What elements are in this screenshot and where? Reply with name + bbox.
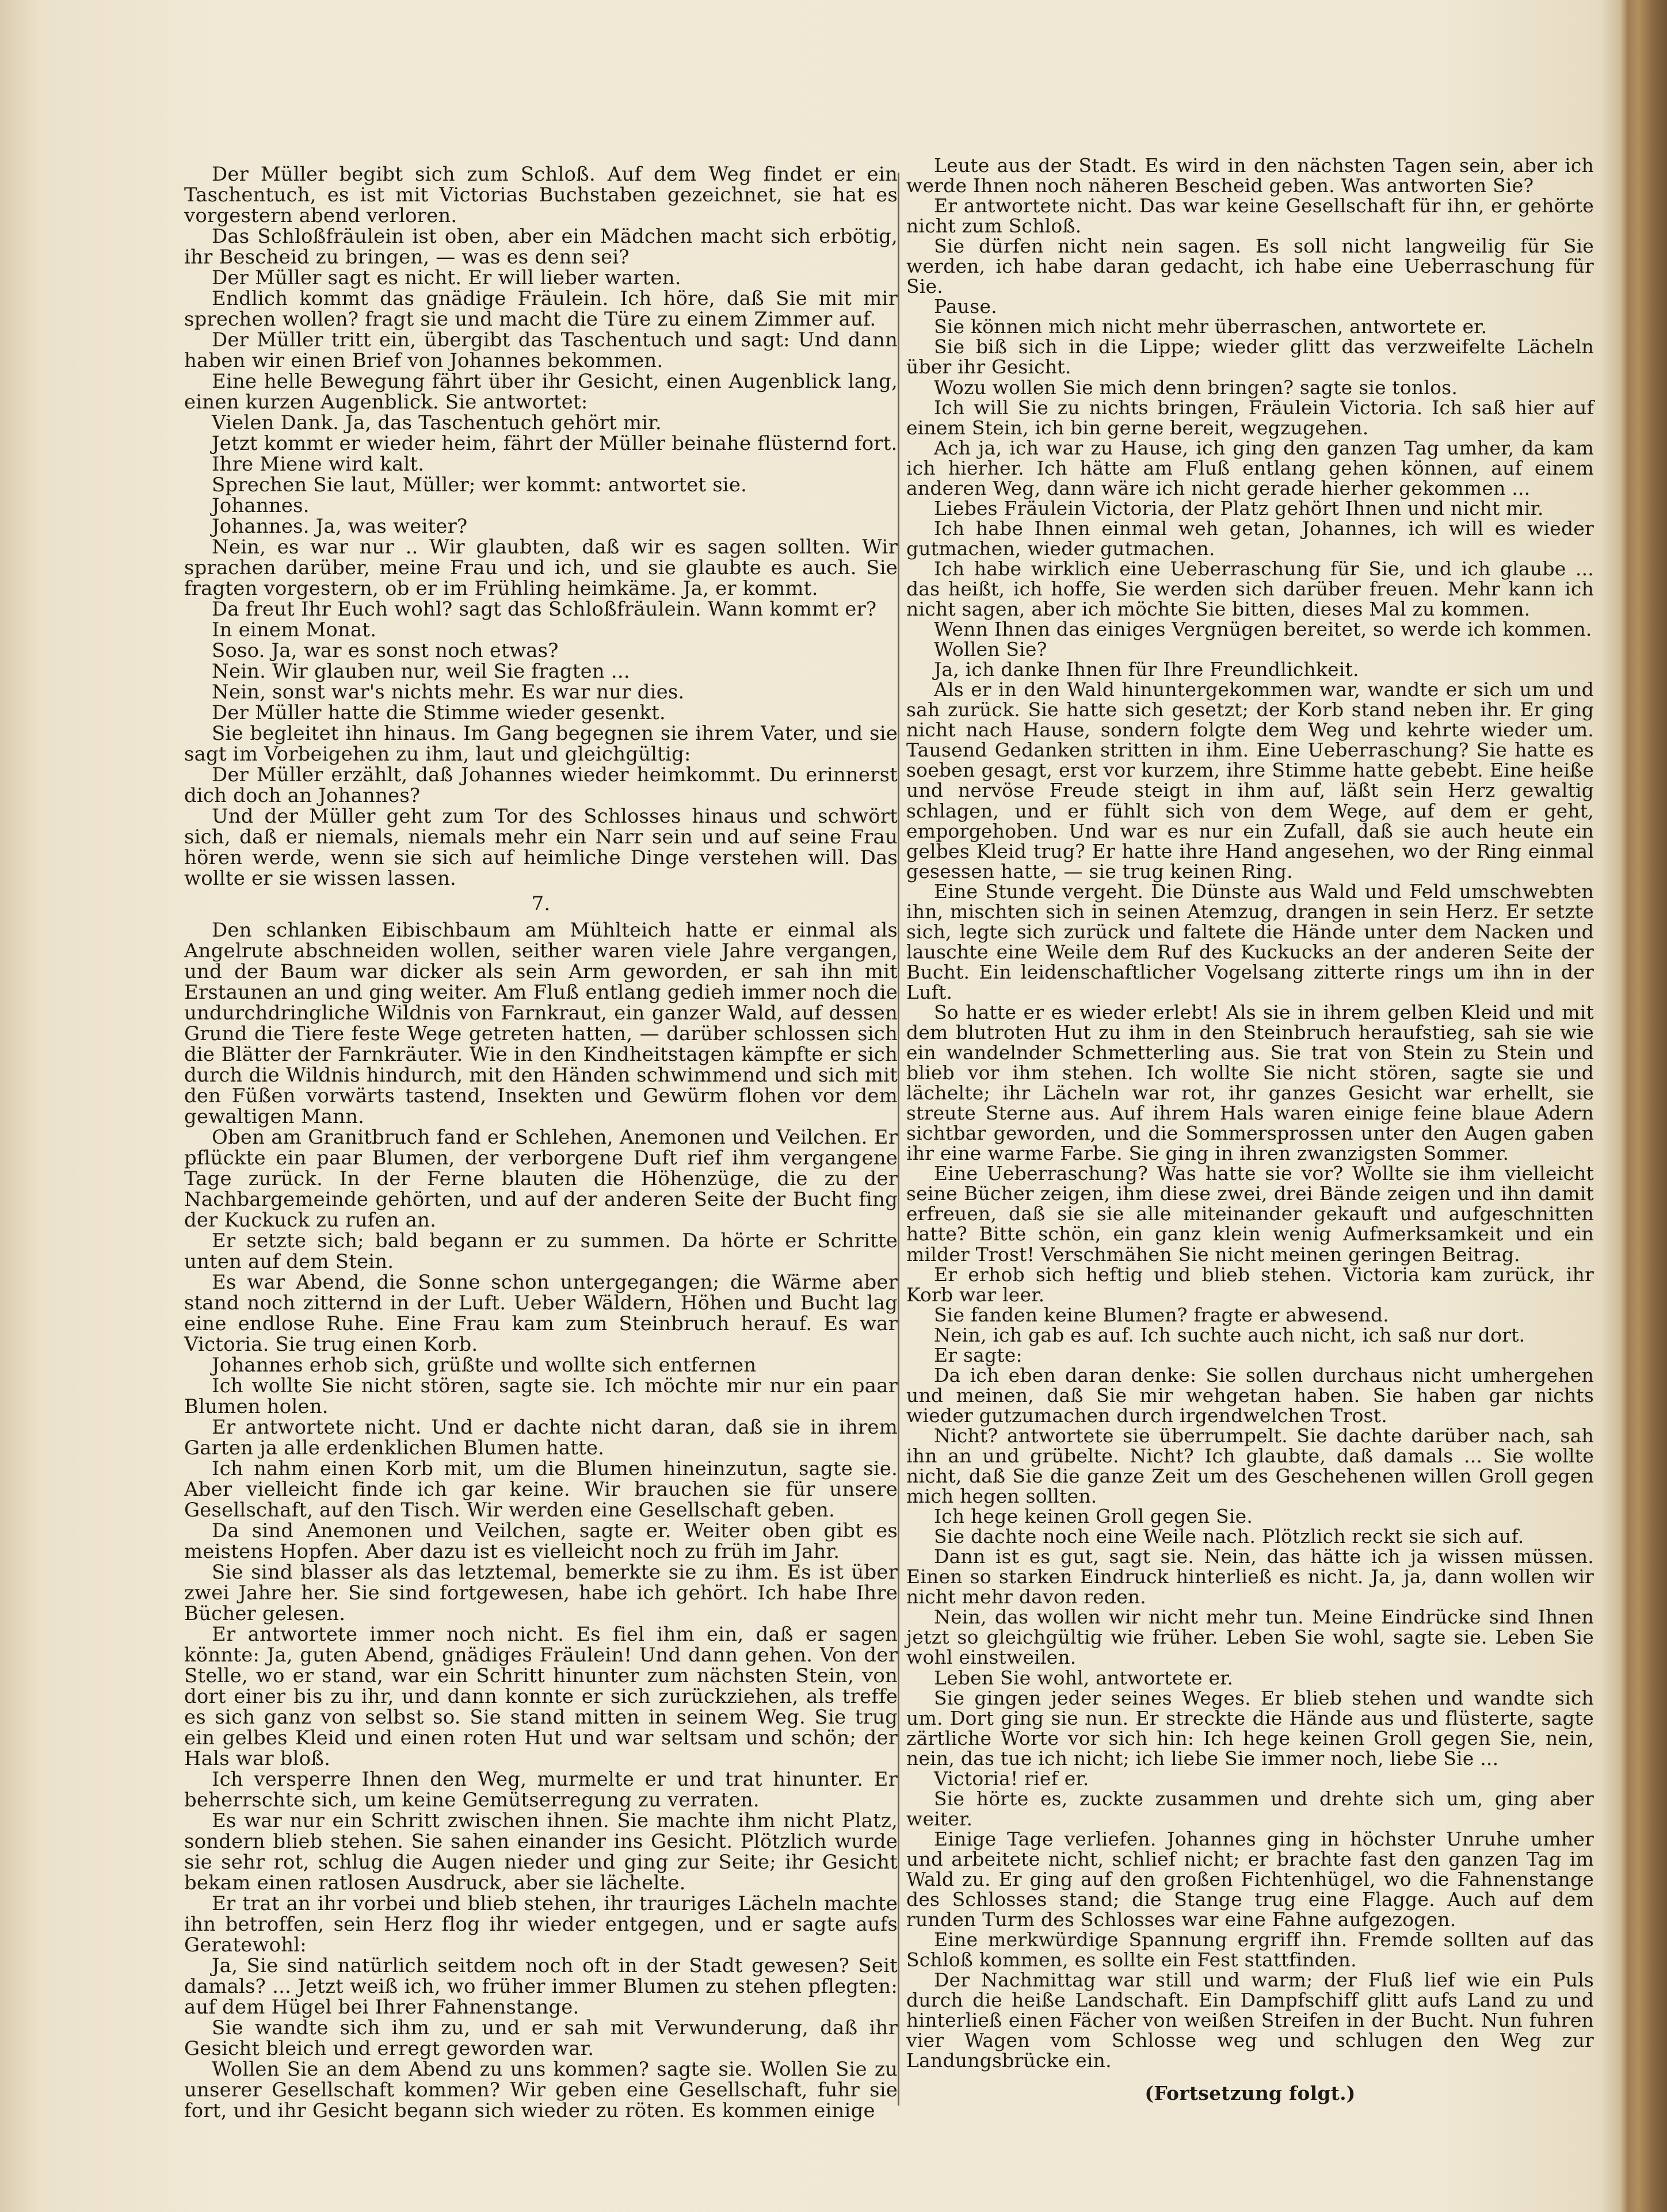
- paragraph: Sie dachte noch eine Weile nach. Plötzlich reckt sie sich auf.: [934, 1525, 1524, 1548]
- continuation-note: (Fortsetzung folgt.): [1145, 2082, 1356, 2105]
- paragraph: Ihre Miene wird kalt.: [212, 453, 425, 475]
- paragraph: Der Müller begibt sich zum Schloß. Auf dem Weg findet er ein Taschentuch, es ist mit Victorias Buchstaben gezeichnet, sie hat es vorgestern abend verloren.: [184, 163, 898, 227]
- paragraph: Sprechen Sie laut, Müller; wer kommt: antwortet sie.: [212, 473, 747, 496]
- paragraph: Der Müller tritt ein, übergibt das Taschentuch und sagt: Und dann haben wir einen Brief von Johannes bekommen.: [184, 328, 898, 372]
- paragraph: Endlich kommt das gnädige Fräulein. Ich höre, daß Sie mit mir sprechen wollen? fragt sie und macht die Türe zu einem Zimmer auf.: [184, 287, 898, 330]
- paragraph: Ich nahm einen Korb mit, um die Blumen hineinzutun, sagte sie. Aber vielleicht finde ich gar keine. Wir brauchen sie für unsere Gesellschaft, auf den Tisch. Wir werden eine Gesellschaft geben.: [184, 1457, 898, 1521]
- paragraph: Er erhob sich heftig und blieb stehen. Victoria kam zurück, ihr Korb war leer.: [906, 1263, 1594, 1306]
- paragraph: Ja, ich danke Ihnen für Ihre Freundlichkeit.: [934, 658, 1359, 681]
- paragraph: Er trat an ihr vorbei und blieb stehen, ihr trauriges Lächeln machte ihn betroffen, sein Herz flog ihr wieder entgegen, und er sagte aufs Geratewohl:: [184, 1892, 898, 1956]
- paragraph: Soso. Ja, war es sonst noch etwas?: [212, 639, 559, 662]
- paragraph: Ich habe Ihnen einmal weh getan, Johannes, ich will es wieder gutmachen, wieder gutmachen.: [906, 517, 1594, 560]
- paragraph: Sie gingen jeder seines Weges. Er blieb stehen und wandte sich um. Dort ging sie nun. Er streckte die Hände aus und flüsterte, sagte zärtliche Worte vor sich hin: Ich hege keinen Groll gegen Sie, nein, nein, das tue ich nicht; ich liebe Sie immer noch, liebe Sie ...: [906, 1686, 1594, 1770]
- paragraph: Victoria! rief er.: [934, 1767, 1089, 1790]
- paragraph: Er sagte:: [934, 1343, 1023, 1366]
- paragraph: Ach ja, ich war zu Hause, ich ging den ganzen Tag umher, da kam ich hierher. Ich hätte am Fluß entlang gehen können, auf einem anderen Weg, dann wäre ich nicht gerade hierher gekommen ...: [906, 436, 1594, 499]
- paragraph: Es war nur ein Schritt zwischen ihnen. Sie machte ihm nicht Platz, sondern blieb stehen. Sie sahen einander ins Gesicht. Plötzlich wurde sie sehr rot, schlug die Augen nieder und ging zur Seite; ihr Gesicht bekam einen ratlosen Ausdruck, aber sie lächelte.: [184, 1809, 898, 1894]
- paragraph: Sie hörte es, zuckte zusammen und drehte sich um, ging aber weiter.: [906, 1787, 1594, 1830]
- paragraph: Einige Tage verliefen. Johannes ging in höchster Unruhe umher und arbeitete nicht, schlief nicht; er brachte fast den ganzen Tag im Wald zu. Er ging auf den großen Fichtenhügel, wo die Fahnenstange des Schlosses stand; die Stange trug eine Flagge. Auch auf dem runden Turm des Schlosses war eine Fahne aufgezogen.: [906, 1827, 1594, 1931]
- paragraph: In einem Monat.: [212, 618, 377, 641]
- paragraph: Jetzt kommt er wieder heim, fährt der Müller beinahe flüsternd fort.: [212, 432, 898, 454]
- paragraph: Ich wollte Sie nicht stören, sagte sie. Ich möchte mir nur ein paar Blumen holen.: [184, 1374, 898, 1418]
- paragraph: Er antwortete nicht. Und er dachte nicht daran, daß sie in ihrem Garten ja alle erdenklichen Blumen hatte.: [184, 1416, 898, 1459]
- page-edge: [1619, 0, 1627, 2212]
- paragraph: Ja, Sie sind natürlich seitdem noch oft in der Stadt gewesen? Seit damals? ... Jetzt weiß ich, wo früher immer Blumen zu stehen pflegten: auf dem Hügel bei Ihrer Fahnenstange.: [184, 1954, 898, 2018]
- paragraph: Nicht? antwortete sie überrumpelt. Sie dachte darüber nach, sah ihn an und grübelte. Nicht? Ich glaubte, daß damals ... Sie wollte nicht, daß Sie die ganze Zeit um des Geschehenen willen Groll gegen mich hegen sollten.: [906, 1424, 1594, 1508]
- paragraph: Nein. Wir glauben nur, weil Sie fragten ...: [212, 660, 630, 682]
- paragraph: Wozu wollen Sie mich denn bringen? sagte sie tonlos.: [934, 376, 1458, 399]
- paragraph: Leute aus der Stadt. Es wird in den nächsten Tagen sein, aber ich werde Ihnen noch näheren Bescheid geben. Was antworten Sie?: [906, 154, 1594, 197]
- paragraph: Sie dürfen nicht nein sagen. Es soll nicht langweilig für Sie werden, ich habe daran gedacht, ich habe eine Ueberraschung für Sie.: [906, 235, 1594, 298]
- paragraph: Oben am Granitbruch fand er Schlehen, Anemonen und Veilchen. Er pflückte ein paar Blumen, der verborgene Duft rief ihm vergangene Tage zurück. In der Ferne blauten die Höhenzüge, die zu der Nachbargemeinde gehörten, und auf der anderen Seite der Bucht fing der Kuckuck zu rufen an.: [184, 1126, 898, 1231]
- paragraph: Der Müller hatte die Stimme wieder gesenkt.: [212, 701, 666, 724]
- left-paragraphs-after: [184, 920, 898, 2121]
- paragraph: Johannes erhob sich, grüßte und wollte sich entfernen: [212, 1354, 757, 1376]
- paragraph: Da ich eben daran denke: Sie sollen durchaus nicht umhergehen und meinen, daß Sie mir wehgetan haben. Sie haben gar nichts wieder gutzumachen durch irgendwelchen Trost.: [906, 1363, 1594, 1427]
- paragraph: Eine Stunde vergeht. Die Dünste aus Wald und Feld umschwebten ihn, mischten sich in seinen Atemzug, drangen in sein Herz. Er setzte sich, legte sich zurück und faltete die Hände unter dem Nacken und lauschte eine Weile dem Ruf des Kuckucks an der anderen Seite der Bucht. Ein leidenschaftlicher Vogelsang zitterte rings um ihn in der Luft.: [906, 880, 1594, 1003]
- paragraph: Den schlanken Eibischbaum am Mühlteich hatte er einmal als Angelrute abschneiden wollen, seither waren viele Jahre vergangen, und der Baum war dicker als sein Arm geworden, er sah ihn mit Erstaunen an und ging weiter. Am Fluß entlang gedieh immer noch die undurchdringliche Wildnis von Farnkraut, ein ganzer Wald, auf dessen Grund die Tiere feste Wege getreten hatten, — darüber schlossen sich die Blätter der Farnkräuter. Wie in den Kindheitstagen kämpfte er sich durch die Wildnis hindurch, mit den Händen schwimmend und sich mit den Füßen vorwärts tastend, Insekten und Gewürm flohen vor dem gewaltigen Mann.: [184, 919, 898, 1128]
- paragraph: Und der Müller geht zum Tor des Schlosses hinaus und schwört sich, daß er niemals, niemals mehr ein Narr sein und auf seine Frau hören werde, wenn sie sich auf heimliche Dinge verstehen will. Das wollte er sie wissen lassen.: [184, 805, 898, 889]
- paragraph: Der Müller sagt es nicht. Er will lieber warten.: [212, 266, 681, 289]
- paragraph: Ich habe wirklich eine Ueberraschung für Sie, und ich glaube ... das heißt, ich hoffe, Sie werden sich darüber freuen. Mehr kann ich nicht sagen, aber ich möchte Sie bitten, dieses Mal zu kommen.: [906, 557, 1594, 621]
- paragraph: Da sind Anemonen und Veilchen, sagte er. Weiter oben gibt es meistens Hopfen. Aber dazu ist es vielleicht noch zu früh im Jahr.: [184, 1519, 898, 1562]
- paragraph: So hatte er es wieder erlebt! Als sie in ihrem gelben Kleid und mit dem blutroten Hut zu ihm in den Steinbruch heraufstieg, sah sie wie ein wandelnder Schmetterling aus. Sie trat von Stein zu Stein und blieb vor ihm stehen. Ich wollte Sie nicht stören, sagte sie und lächelte; ihr Lächeln war rot, ihr ganzes Gesicht war erhellt, sie streute Sterne aus. Auf ihrem Hals waren einige feine blaue Adern sichtbar geworden, und die Sommersprossen unter den Augen gaben ihr eine warme Farbe. Sie ging in ihren zwanzigsten Sommer.: [906, 1000, 1594, 1165]
- paragraph: Eine merkwürdige Spannung ergriff ihn. Fremde sollten auf das Schloß kommen, es sollte ein Fest stattfinden.: [906, 1928, 1594, 1972]
- paragraph: Nein, das wollen wir nicht mehr tun. Meine Eindrücke sind Ihnen jetzt so gleichgültig wie früher. Leben Sie wohl, sagte sie. Leben Sie wohl einstweilen.: [906, 1606, 1594, 1669]
- paragraph: Wollen Sie an dem Abend zu uns kommen? sagte sie. Wollen Sie zu unserer Gesellschaft kommen? Wir geben eine Gesellschaft, fuhr sie fort, und ihr Gesicht begann sich wieder zu röten. Es kommen einige: [184, 2058, 898, 2122]
- paragraph: Eine Ueberraschung? Was hatte sie vor? Wollte sie ihm vielleicht seine Bücher zeigen, ihm diese zwei, drei Bände zeigen und ihn damit erfreuen, daß sie sie alle miteinander gekauft und aufgeschnitten hatte? Bitte schön, ein ganz klein wenig Aufmerksamkeit und ein milder Trost! Verschmähen Sie nicht meinen geringen Beitrag.: [906, 1162, 1594, 1266]
- paragraph: Ich hege keinen Groll gegen Sie.: [934, 1505, 1253, 1528]
- paragraph: Nein, es war nur .. Wir glaubten, daß wir es sagen sollten. Wir sprachen darüber, meine Frau und ich, und sie glaubte es auch. Sie fragten vorgestern, ob er im Frühling heimkäme. Ja, er kommt.: [184, 536, 898, 599]
- left-paragraphs-before: [184, 164, 898, 889]
- right-column: [906, 155, 1594, 2104]
- paragraph: Wenn Ihnen das einiges Vergnügen bereitet, so werde ich kommen.: [934, 618, 1592, 641]
- paragraph: Da freut Ihr Euch wohl? sagt das Schloßfräulein. Wann kommt er?: [212, 598, 877, 620]
- paragraph: Wollen Sie?: [934, 638, 1047, 661]
- paragraph: Leben Sie wohl, antwortete er.: [934, 1666, 1234, 1689]
- book-binding: [1627, 0, 1667, 2212]
- paragraph: Pause.: [934, 295, 997, 318]
- column-divider: [898, 173, 899, 2106]
- paragraph: Ich will Sie zu nichts bringen, Fräulein Victoria. Ich saß hier auf einem Stein, ich bin gerne bereit, wegzugehen.: [906, 396, 1594, 439]
- paragraph: Sie fanden keine Blumen? fragte er abwesend.: [934, 1303, 1389, 1326]
- paragraph: Johannes.: [212, 494, 310, 517]
- paragraph: Als er in den Wald hinuntergekommen war, wandte er sich um und sah zurück. Sie hatte sich gesetzt; der Korb stand neben ihr. Er ging nicht nach Hause, sondern folgte dem Weg und kehrte wieder um. Tausend Gedanken stritten in ihm. Eine Ueberraschung? Sie hatte es soeben gesagt, erst vor kurzem, ihre Stimme hatte gebebt. Eine heiße und nervöse Freude steigt in ihm auf, läßt sein Herz gewaltig schlagen, und er fühlt sich von dem Wege, auf dem er geht, emporgehoben. Und war es nur ein Zufall, daß sie auch heute ein gelbes Kleid trug? Er hatte ihre Hand angesehen, wo der Ring einmal gesessen hatte, — sie trug keinen Ring.: [906, 678, 1594, 882]
- paragraph: Es war Abend, die Sonne schon untergegangen; die Wärme aber stand noch zitternd in der Luft. Ueber Wäldern, Höhen und Bucht lag eine endlose Ruhe. Eine Frau kam zum Steinbruch herauf. Es war Victoria. Sie trug einen Korb.: [184, 1271, 898, 1355]
- paragraph: Dann ist es gut, sagt sie. Nein, das hätte ich ja wissen müssen. Einen so starken Eindruck hinterließ es nicht. Ja, ja, dann wollen wir nicht mehr davon reden.: [906, 1545, 1594, 1609]
- paragraph: Sie wandte sich ihm zu, und er sah mit Verwunderung, daß ihr Gesicht bleich und erregt geworden war.: [184, 2016, 898, 2060]
- paragraph: Er antwortete nicht. Das war keine Gesellschaft für ihn, er gehörte nicht zum Schloß.: [906, 194, 1594, 238]
- paragraph: Johannes. Ja, was weiter?: [212, 515, 468, 537]
- paragraph: Der Nachmittag war still und warm; der Fluß lief wie ein Puls durch die heiße Landschaft. Ein Dampfschiff glitt aufs Land zu und hinterließ einen Fächer von weißen Streifen in der Bucht. Nun fuhren vier Wagen vom Schlosse weg und schlugen den Weg zur Landungsbrücke ein.: [906, 1969, 1594, 2072]
- paragraph: Sie begleitet ihn hinaus. Im Gang begegnen sie ihrem Vater, und sie sagt im Vorbeigehen zu ihm, laut und gleichgültig:: [184, 722, 898, 765]
- paragraph: Nein, sonst war's nichts mehr. Es war nur dies.: [212, 681, 685, 703]
- paragraph: Der Müller erzählt, daß Johannes wieder heimkommt. Du erinnerst dich doch an Johannes?: [184, 763, 898, 807]
- left-column: [184, 164, 898, 2121]
- paragraph: Ich versperre Ihnen den Weg, murmelte er und trat hinunter. Er beherrschte sich, um keine Gemütserregung zu verraten.: [184, 1768, 898, 1811]
- paragraph: Sie sind blasser als das letztemal, bemerkte sie zu ihm. Es ist über zwei Jahre her. Sie sind fortgewesen, habe ich gehört. Ich habe Ihre Bücher gelesen.: [184, 1561, 898, 1625]
- paragraph: Liebes Fräulein Victoria, der Platz gehört Ihnen und nicht mir.: [934, 496, 1544, 519]
- paragraph: Nein, ich gab es auf. Ich suchte auch nicht, ich saß nur dort.: [934, 1323, 1525, 1346]
- paragraph: Sie können mich nicht mehr überraschen, antwortete er.: [934, 315, 1487, 338]
- paragraph: Sie biß sich in die Lippe; wieder glitt das verzweifelte Lächeln über ihr Gesicht.: [906, 335, 1594, 379]
- chapter-heading: 7.: [531, 892, 551, 915]
- paragraph: Das Schloßfräulein ist oben, aber ein Mädchen macht sich erbötig, ihr Bescheid zu bringen, — was es denn sei?: [184, 225, 898, 268]
- paragraph: Er antwortete immer noch nicht. Es fiel ihm ein, daß er sagen könnte: Ja, guten Abend, gnädiges Fräulein! Und dann gehen. Von der Stelle, wo er stand, war ein Schritt hinunter zum nächsten Stein, von dort einer bis zu ihr, und dann konnte er sich zurückziehen, als treffe es sich ganz von selbst so. Sie stand mitten in seinem Weg. Sie trug ein gelbes Kleid und einen roten Hut und war seltsam und schön; der Hals war bloß.: [184, 1623, 898, 1770]
- paragraph: Er setzte sich; bald begann er zu summen. Da hörte er Schritte unten auf dem Stein.: [184, 1229, 898, 1273]
- right-paragraphs: [906, 155, 1594, 2070]
- paragraph: Eine helle Bewegung fährt über ihr Gesicht, einen Augenblick lang, einen kurzen Augenblick. Sie antwortet:: [184, 370, 898, 413]
- paragraph: Vielen Dank. Ja, das Taschentuch gehört mir.: [212, 411, 662, 434]
